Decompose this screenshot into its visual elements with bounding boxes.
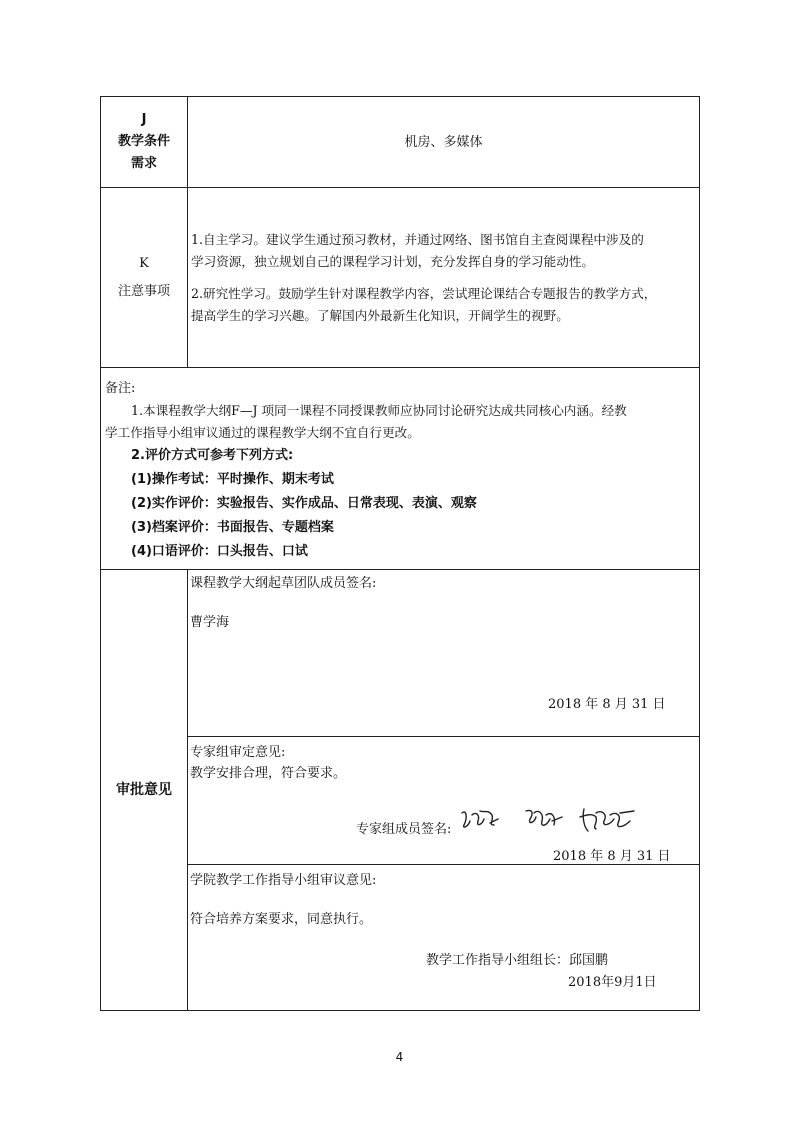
syllabus-table xyxy=(100,96,700,1011)
evaluation-method: (4)口语评价：口头报告、口试 xyxy=(131,544,308,559)
college-title: 学院教学工作指导小组审议意见: xyxy=(190,873,377,888)
row-j-label-cell xyxy=(101,97,188,188)
approval-label: 审批意见 xyxy=(116,782,172,798)
drafting-cell xyxy=(188,570,700,737)
expert-cell xyxy=(188,737,700,865)
row-remarks xyxy=(101,368,700,570)
note-self-study-line1: 1.自主学习。建议学生通过预习教材，并通过网络、图书馆自主查阅课程中涉及的 xyxy=(191,231,644,247)
college-cell xyxy=(188,865,700,1011)
college-leader: 教学工作指导小组组长：邱国鹏 xyxy=(426,953,609,968)
row-k-content-cell xyxy=(188,188,700,368)
drafting-title: 课程教学大纲起草团队成员签名: xyxy=(190,576,377,591)
row-j-label-line1: 教学条件 xyxy=(117,134,170,149)
remarks-cell xyxy=(101,368,700,570)
expert-sign-label: 专家组成员签名: xyxy=(356,822,452,837)
row-k-label-cell xyxy=(101,188,188,368)
remarks-note1-line1: 1.本课程教学大纲F—J 项同一课程不同授课教师应协同讨论研究达成共同核心内涵。经教 xyxy=(131,403,627,418)
row-approval-college xyxy=(101,865,700,1011)
evaluation-method: (3)档案评价：书面报告、专题档案 xyxy=(131,520,334,535)
row-approval-expert xyxy=(101,737,700,865)
evaluation-method: (1)操作考试：平时操作、期末考试 xyxy=(131,472,334,487)
remarks-note1-line2: 学工作指导小组审议通过的课程教学大纲不宜自行更改。 xyxy=(105,425,420,440)
row-k xyxy=(101,188,700,368)
expert-signatures xyxy=(458,803,648,839)
remarks-note2-title: 2.评价方式可参考下列方式: xyxy=(131,448,294,463)
remarks-title: 备注: xyxy=(105,381,136,396)
note-research-line1: 2.研究性学习。鼓励学生针对课程教学内容，尝试理论课结合专题报告的教学方式， xyxy=(191,285,657,301)
expert-opinion: 教学安排合理，符合要求。 xyxy=(190,766,347,781)
expert-title: 专家组审定意见: xyxy=(190,745,286,760)
page-number: 4 xyxy=(395,1050,404,1064)
drafting-member: 曹学海 xyxy=(190,615,230,630)
expert-date: 2018 年 8 月 31 日 xyxy=(553,849,671,864)
note-research-line2: 提高学生的学习兴趣。了解国内外最新生化知识，开阔学生的视野。 xyxy=(191,307,569,323)
row-j-letter: J xyxy=(141,112,147,127)
college-opinion: 符合培养方案要求，同意执行。 xyxy=(190,912,373,927)
row-approval-drafting xyxy=(101,570,700,737)
drafting-date: 2018 年 8 月 31 日 xyxy=(548,697,666,712)
row-j-content-cell xyxy=(188,97,700,188)
approval-label-cell xyxy=(101,570,188,1011)
teaching-conditions: 机房、多媒体 xyxy=(404,134,483,150)
row-j xyxy=(101,97,700,188)
evaluation-method: (2)实作评价：实验报告、实作成品、日常表现、表演、观察 xyxy=(131,496,477,511)
row-k-label: 注意事项 xyxy=(117,283,170,299)
college-date: 2018年9月1日 xyxy=(568,975,657,990)
row-j-label-line2: 需求 xyxy=(130,156,157,171)
row-k-letter: K xyxy=(139,255,149,271)
note-self-study-line2: 学习资源，独立规划自己的课程学习计划，充分发挥自身的学习能动性。 xyxy=(191,253,594,269)
